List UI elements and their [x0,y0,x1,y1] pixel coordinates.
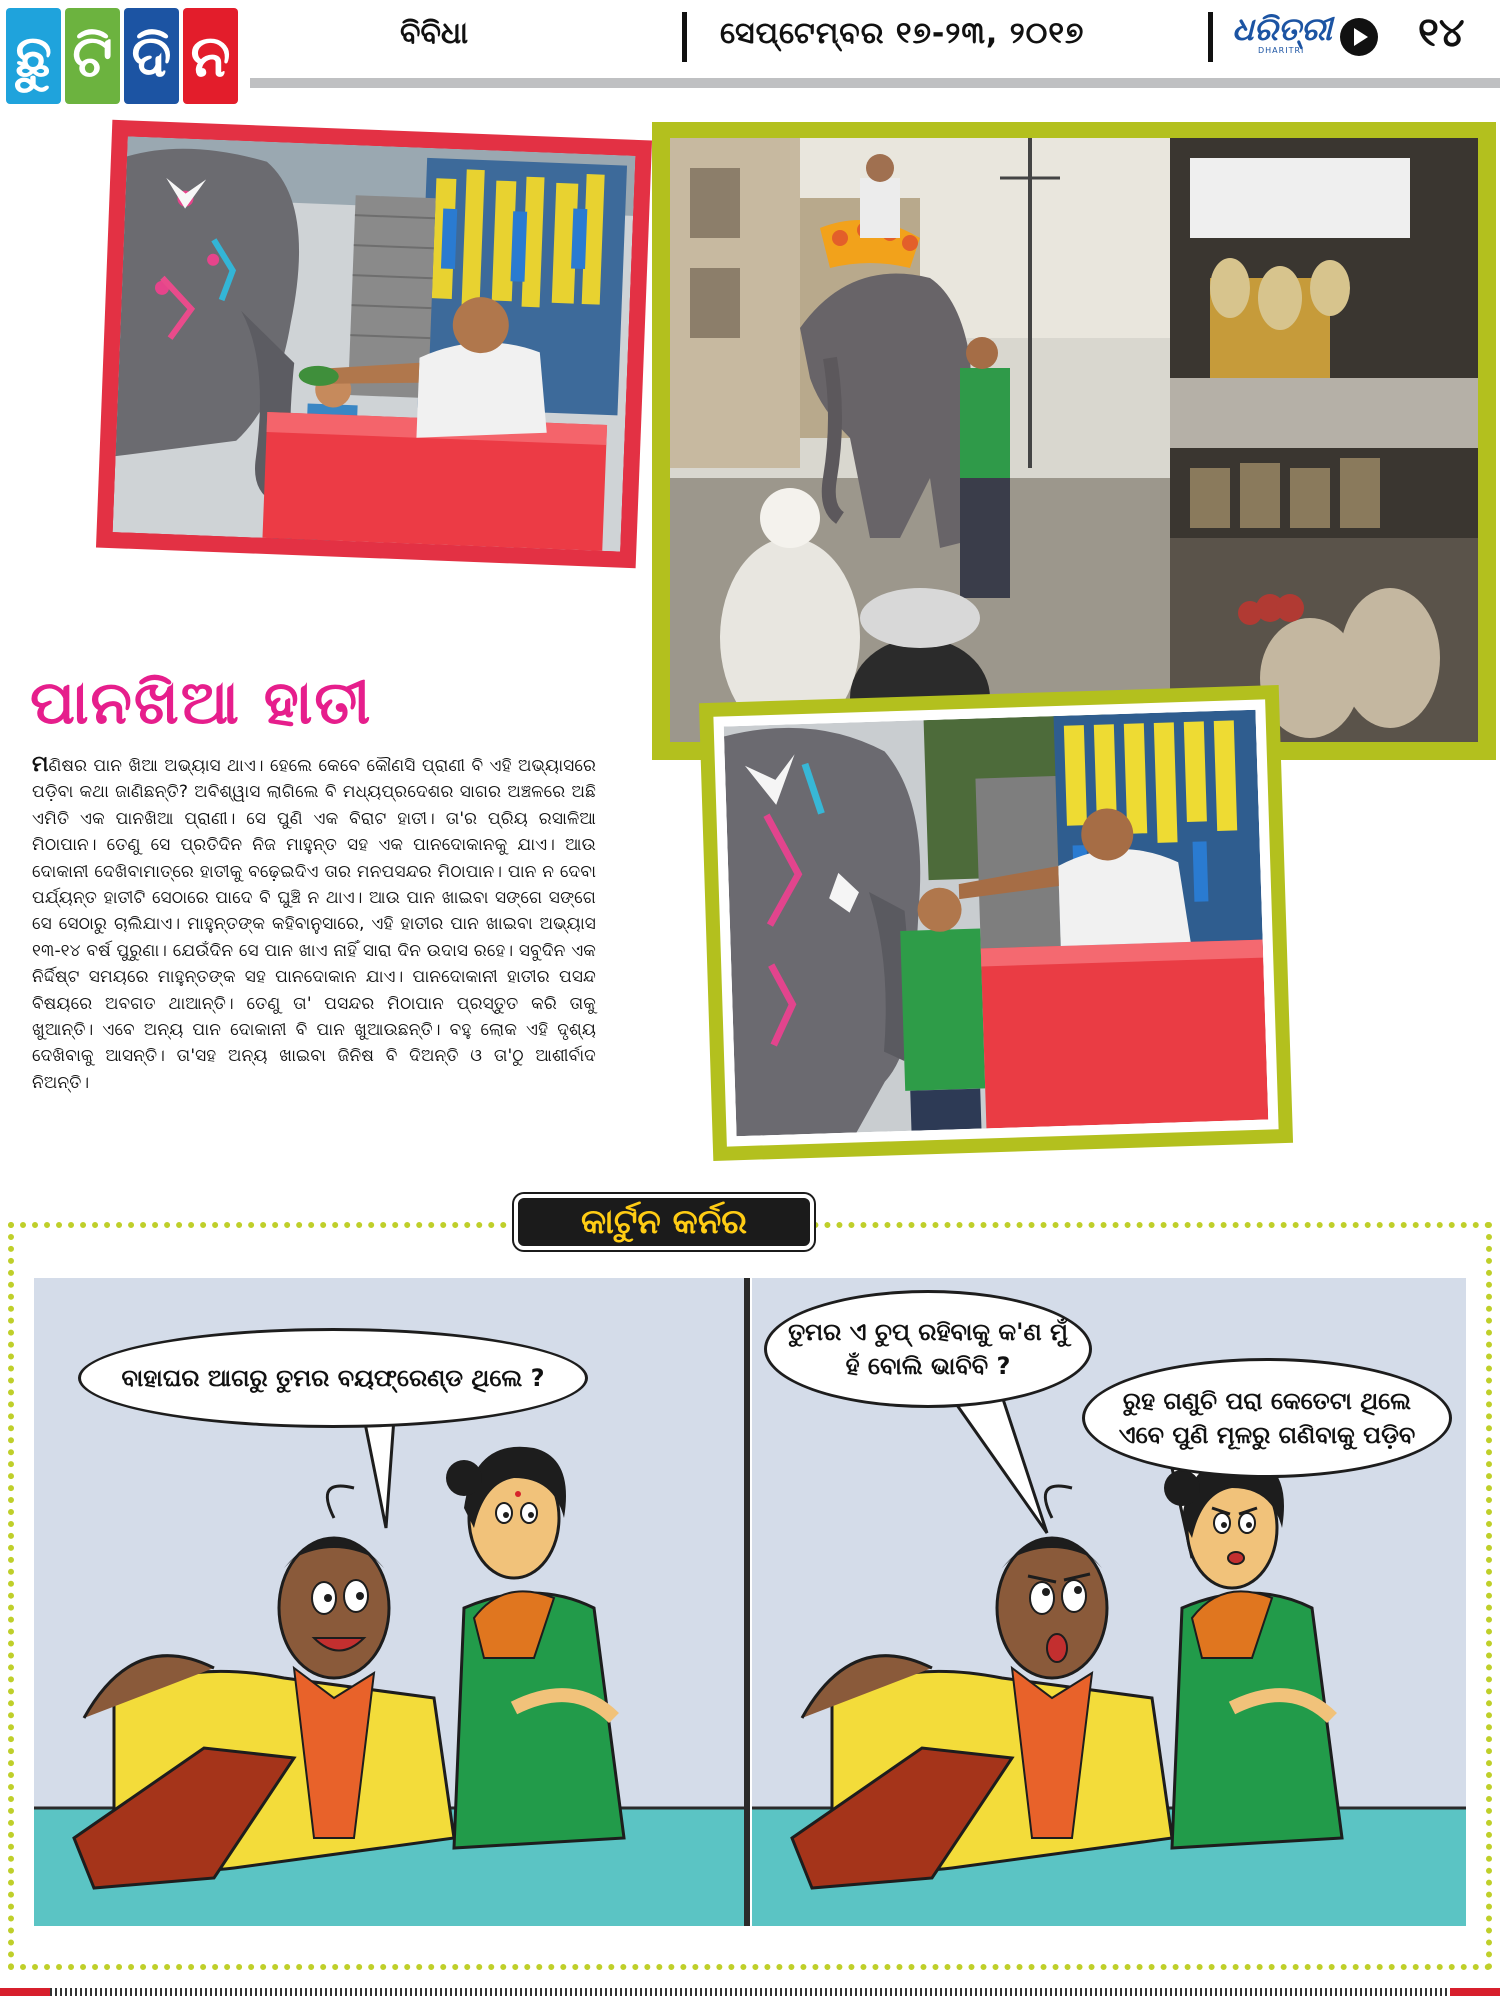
logo-tile: ଟି [65,8,120,104]
elephant-feeding-photo[interactable] [113,136,636,551]
market-street-photo[interactable] [670,138,1478,742]
header-divider [1208,12,1213,62]
article-headline: ପାନଖିଆ ହାତୀ [30,668,373,738]
speech-bubble-man: ତୁମର ଏ ଚୁପ୍ ରହିବାକୁ କ'ଣ ମୁଁ ହଁ ବୋଲି ଭାବିବି ? [764,1290,1092,1408]
brand-subtitle: DHARITRI [1258,46,1305,55]
article-body-text: ଣିଷର ପାନ ଖିଆ ଅଭ୍ୟାସ ଥାଏ। ହେଲେ କେବେ କୌଣସି ପ୍ରାଣୀ ବି ଏହି ଅଭ୍ୟାସରେ ପଡ଼ିବା କଥା ଜାଣିଛନ୍ତି? ଅବିଶ୍ୱାସ ଲାଗିଲେ ବି ମଧ୍ୟପ୍ରଦେଶର ସାଗର ଅଞ୍ଚଳରେ ଅଛି ଏମିତି ଏକ ପାନଖିଆ ପ୍ରାଣୀ। ସେ ପୁଣି ଏକ ବିରାଟ ହାତୀ। ତା'ର ପ୍ରିୟ ରସାଳିଆ ମିଠାପାନ। ତେଣୁ ସେ ପ୍ରତିଦିନ ନିଜ ମାହୁନ୍ତ ସହ ଏକ ପାନଦୋକାନକୁ ଯାଏ। ଆଉ ଦୋକାନୀ ଦେଖିବାମାତ୍ରେ ହାତୀକୁ ବଢ଼େଇଦିଏ ତାର ମନପସନ୍ଦର ମିଠାପାନ। ପାନ ନ ଦେବା ପର୍ଯ୍ୟନ୍ତ ହାତୀଟି ସେଠାରେ ପାଦେ ବି ଘୁଞ୍ଚି ନ ଥାଏ। ଆଉ ପାନ ଖାଇବା ସଙ୍ଗେ ସଙ୍ଗେ ସେ ସେଠାରୁ ଚାଲିଯାଏ। ମାହୁନ୍ତଙ୍କ କହିବାନୁସାରେ, ଏହି ହାତୀର ପାନ ଖାଇବା ଅଭ୍ୟାସ ୧୩-୧୪ ବର୍ଷ ପୁରୁଣା। ଯେଉଁଦିନ ସେ ପାନ ଖାଏ ନାହିଁ ସାରା ଦିନ ଉଦାସ ରହେ। ସବୁଦିନ ଏକ ନିର୍ଦ୍ଦିଷ୍ଟ ସମୟରେ ମାହୁନ୍ତଙ୍କ ସହ ପାନଦୋକାନ ଯାଏ। ପାନଦୋକାନୀ ହାତୀର ପସନ୍ଦ ବିଷୟରେ ଅବଗତ ଥାଆନ୍ତି। ତେଣୁ ତା' ପସନ୍ଦର ମିଠାପାନ ପ୍ରସ୍ତୁତ କରି ତାକୁ ଖୁଆନ୍ତି। ଏବେ ଅନ୍ୟ ପାନ ଦୋକାନୀ ବି ପାନ ଖୁଆଉଛନ୍ତି। ବହୁ ଲୋକ ଏହି ଦୃଶ୍ୟ ଦେଖିବାକୁ ଆସନ୍ତି। ତା'ସହ ଅନ୍ୟ ଖାଇବା ଜିନିଷ ବି ଦିଅନ୍ତି ଓ ତା'ଠୁ ଆଶୀର୍ବାଦ ନିଅନ୍ତି। [32,756,596,1093]
masthead [0,0,1500,110]
panel-divider [744,1278,750,1926]
footer-rule [0,1988,1500,1996]
logo-tile: ନ [183,8,238,104]
footer-accent [0,1988,50,1996]
logo-tile: ଛୁ [6,8,61,104]
newspaper-logo[interactable] [6,8,238,104]
issue-date: ସେପ୍ଟେମ୍ବର ୧୭-୨୩, ୨୦୧୭ [720,16,1085,51]
speech-bubble-woman: ରୁହ ଗଣୁଚି ପରା କେତେଟା ଥିଲେ ଏବେ ପୁଣି ମୂଳରୁ ଗଣିବାକୁ ପଡ଼ିବ [1082,1358,1452,1478]
footer-accent [1450,1988,1500,1996]
header-bar [250,78,1500,88]
photo-frame-white [713,699,1278,1146]
page-number: ୧୪ [1418,10,1465,56]
section-name: ବିବିଧା [400,16,469,51]
play-icon [1340,18,1378,56]
brand-logo: ଧରିତ୍ରୀ [1232,10,1332,48]
elephant-shopkeepers-photo[interactable] [724,710,1269,1137]
photo-frame-green [652,122,1496,760]
speech-bubble: ବାହାଘର ଆଗରୁ ତୁମର ବୟଫ୍ରେଣ୍ଡ ଥିଲେ ? [78,1328,588,1428]
cartoon-panel-2[interactable] [752,1278,1466,1926]
article-body [32,752,596,1096]
cartoon-corner-label: କାର୍ଟୁନ କର୍ନର [514,1194,814,1250]
drop-cap: ମ [32,752,49,777]
cartoon-panel-1[interactable] [34,1278,748,1926]
header-divider [682,12,687,62]
photo-frame-red [96,120,652,568]
logo-tile: ଦି [124,8,179,104]
